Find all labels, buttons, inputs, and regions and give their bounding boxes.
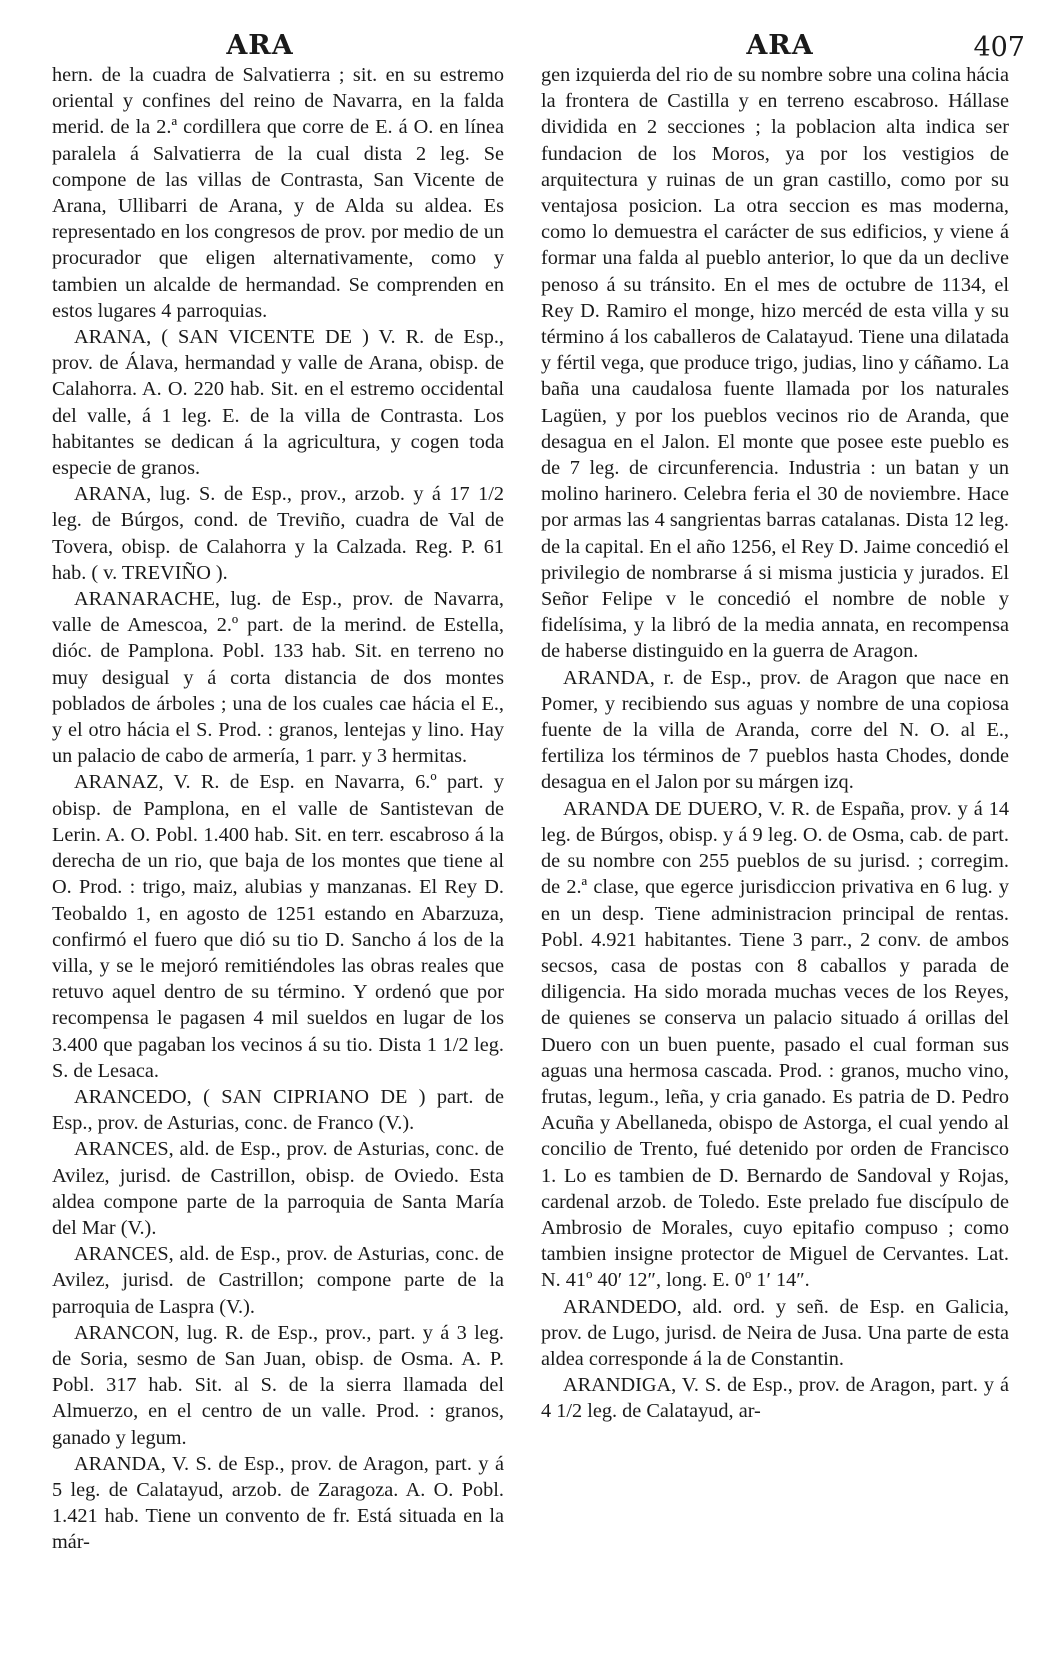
entry-arandiga: ARANDIGA, V. S. de Esp., prov. de Aragon, part. y á 4 1/2 leg. de Calatayud, ar- — [541, 1374, 1009, 1423]
entry-aranda-rio: ARANDA, r. de Esp., prov. de Aragon que nace en Pomer, y recibiendo sus aguas y nombre de una copiosa fuente de la villa de Aranda, corre del N. O. al E., fertiliza los términos de 7 pueblos hasta Chodes, donde desagua en el Jalon por su márgen izq. — [541, 666, 1009, 794]
entry-aranda-villa-continuation: gen izquierda del rio de su nombre sobre una colina hácia la frontera de Castilla y en terreno escabroso. Hállase dividida en 2 secciones ; la poblacion alta indica ser fundacion de los Moros, ya por los vestigios de arquitectura y ruinas de un gran castillo, como por su ventajosa posicion. La otra seccion es mas moderna, como lo demuestra el carácter de sus edificios, y viene á formar una falda al pueblo anterior, lo que da un declive penoso á su tránsito. En el mes de octubre de 1134, el Rey D. Ramiro el monge, hizo mercéd de esta villa y su término á los caballeros de Calatayud. Tiene una dilatada y fértil vega, que produce trigo, judias, lino y cáñamo. La baña una caudalosa fuente llamada por los naturales Lagüen, y por los pueblos vecinos rio de Aranda, que desagua en el Jalon. El monte que posee este pueblo es de 7 leg. de circunferencia. Industria : un batan y un molino harinero. Celebra feria el 30 de noviembre. Hace por armas las 4 sangrientas barras catalanas. Dista 12 leg. de la capital. En el año 1256, el Rey D. Jaime concedió el privilegio de nombrarse á si misma justicia y jurados. El Señor Felipe v le concedió el nombre de noble y fidelísima, y la libró de la media annata, en recompensa de haberse distinguido en la guerra de Aragon. — [541, 64, 1009, 663]
entry-aranarache: ARANARACHE, lug. de Esp., prov. de Navarra, valle de Amescoa, 2.º part. de la merind. de Estella, dióc. de Pamplona. Pobl. 133 hab. Sit. en terreno no muy desigual y á corta distancia de dos montes poblados de árboles ; una de los cuales cae hácia el E., y el otro hácia el S. Prod. : granos, lentejas y lino. Hay un palacio de cabo de armería, 1 parr. y 3 hermitas. — [52, 588, 504, 768]
page-number: 407 — [973, 32, 1025, 63]
right-running-head: ARA — [746, 30, 814, 61]
entry-arana-lug: ARANA, lug. S. de Esp., prov., arzob. y á 17 1/2 leg. de Búrgos, cond. de Treviño, cuadra de Val de Tovera, obisp. de Calahorra y la Calzada. Reg. P. 61 hab. ( v. TREVIÑO ). — [52, 483, 504, 584]
entry-arancedo: ARANCEDO, ( SAN CIPRIANO DE ) part. de Esp., prov. de Asturias, conc. de Franco (V.). — [52, 1085, 504, 1135]
entry-arancon: ARANCON, lug. R. de Esp., prov., part. y á 3 leg. de Soria, sesmo de San Juan, obisp. de Osma. A. P. Pobl. 317 hab. Sit. al S. de la sierra llamada del Almuerzo, en el centro de un valle. Prod. : granos, ganado y legum. — [52, 1321, 504, 1449]
page-header — [0, 30, 1041, 64]
entry-arandedo: ARANDEDO, ald. ord. y señ. de Esp. en Galicia, prov. de Lugo, jurisd. de Neira de Jusa. Una parte de esta aldea corresponde á la de Constantin. — [541, 1295, 1009, 1370]
right-column — [541, 62, 1009, 1425]
entry-arances-1: ARANCES, ald. de Esp., prov. de Asturias, conc. de Avilez, jurisd. de Castrillon, obisp. de Oviedo. Esta aldea compone parte de la parroquia de Santa María del Mar (V.). — [52, 1138, 504, 1239]
entry-arances-2: ARANCES, ald. de Esp., prov. de Asturias, conc. de Avilez, jurisd. de Castrillon; compone parte de la parroquia de Laspra (V.). — [52, 1243, 504, 1318]
entry-aranaz: ARANAZ, V. R. de Esp. en Navarra, 6.º part. y obisp. de Pamplona, en el valle de Santistevan de Lerin. A. O. Pobl. 1.400 hab. Sit. en terr. escabroso á la derecha de un rio, que baja de los montes que tiene al O. Prod. : trigo, maiz, alubias y manzanas. El Rey D. Teobaldo 1, en agosto de 1251 estando en Abarzuza, confirmó el fuero que dió su tio D. Sancho á los de la villa, y se le mejoró remitiéndoles las obras reales que retuvo aquel dentro de su término. Y ordenó que por recompensa le pagasen 4 mil sueldos en lugar de los 3.400 que pagaban los vecinos á su tio. Dista 1 1/2 leg. S. de Lesaca. — [52, 771, 504, 1082]
left-column — [52, 62, 504, 1556]
entry-aranda-villa: ARANDA, V. S. de Esp., prov. de Aragon, part. y á 5 leg. de Calatayud, arzob. de Zaragoza. A. O. Pobl. 1.421 hab. Tiene un convento de fr. Está situada en la már- — [52, 1452, 504, 1554]
entry-arana-san-vicente: ARANA, ( SAN VICENTE DE ) V. R. de Esp., prov. de Álava, hermandad y valle de Arana, obisp. de Calahorra. A. O. 220 hab. Sit. en el estremo occidental del valle, á 1 leg. E. de la villa de Contrasta. Los habitantes se dedican á la agricultura, y cogen toda especie de granos. — [52, 326, 504, 480]
entry-continuation: hern. de la cuadra de Salvatierra ; sit. en su estremo oriental y confines del reino de Navarra, en la falda merid. de la 2.ª cordillera que corre de E. á O. en línea paralela á Salvatierra de la cual dista 2 leg. Se compone de las villas de Contrasta, San Vicente de Arana, Ullibarri de Arana, y de Alda su aldea. Es representado en los congresos de prov. por medio de un procurador que eligen alternativamente, como y tambien un alcalde de hermandad. Se comprenden en estos lugares 4 parroquias. — [52, 64, 504, 322]
entry-aranda-de-duero: ARANDA DE DUERO, V. R. de España, prov. y á 14 leg. de Búrgos, obisp. y á 9 leg. O. de Osma, cab. de part. de su nombre con 255 pueblos de su jurisd. ; corregim. de 2.ª clase, que egerce jurisdiccion privativa en 6 lug. y en un desp. Tiene administracion principal de rentas. Pobl. 4.921 habitantes. Tiene 3 parr., 2 conv. de ambos secsos, casa de postas con 8 caballos y parada de diligencia. Ha sido morada muchas veces de los Reyes, de quienes se conserva un palacio situado á orillas del Duero con un buen puente, pasado el cual forman sus aguas una hermosa cascada. Prod. : granos, mucho vino, frutas, legum., leña, y cria ganado. Es patria de D. Pedro Acuña y Abellaneda, obispo de Astorga, el cual yendo al concilio de Trento, fué detenido por orden de Francisco 1. Lo es tambien de D. Bernardo de Sandoval y Rojas, cardenal arzob. de Toledo. Este prelado fue discípulo de Ambrosio de Morales, cuyo epitafio compuso ; como tambien insigne protector de Miguel de Cervantes. Lat. N. 41º 40′ 12″, long. E. 0º 1′ 14″. — [541, 797, 1009, 1292]
left-running-head: ARA — [226, 30, 294, 61]
